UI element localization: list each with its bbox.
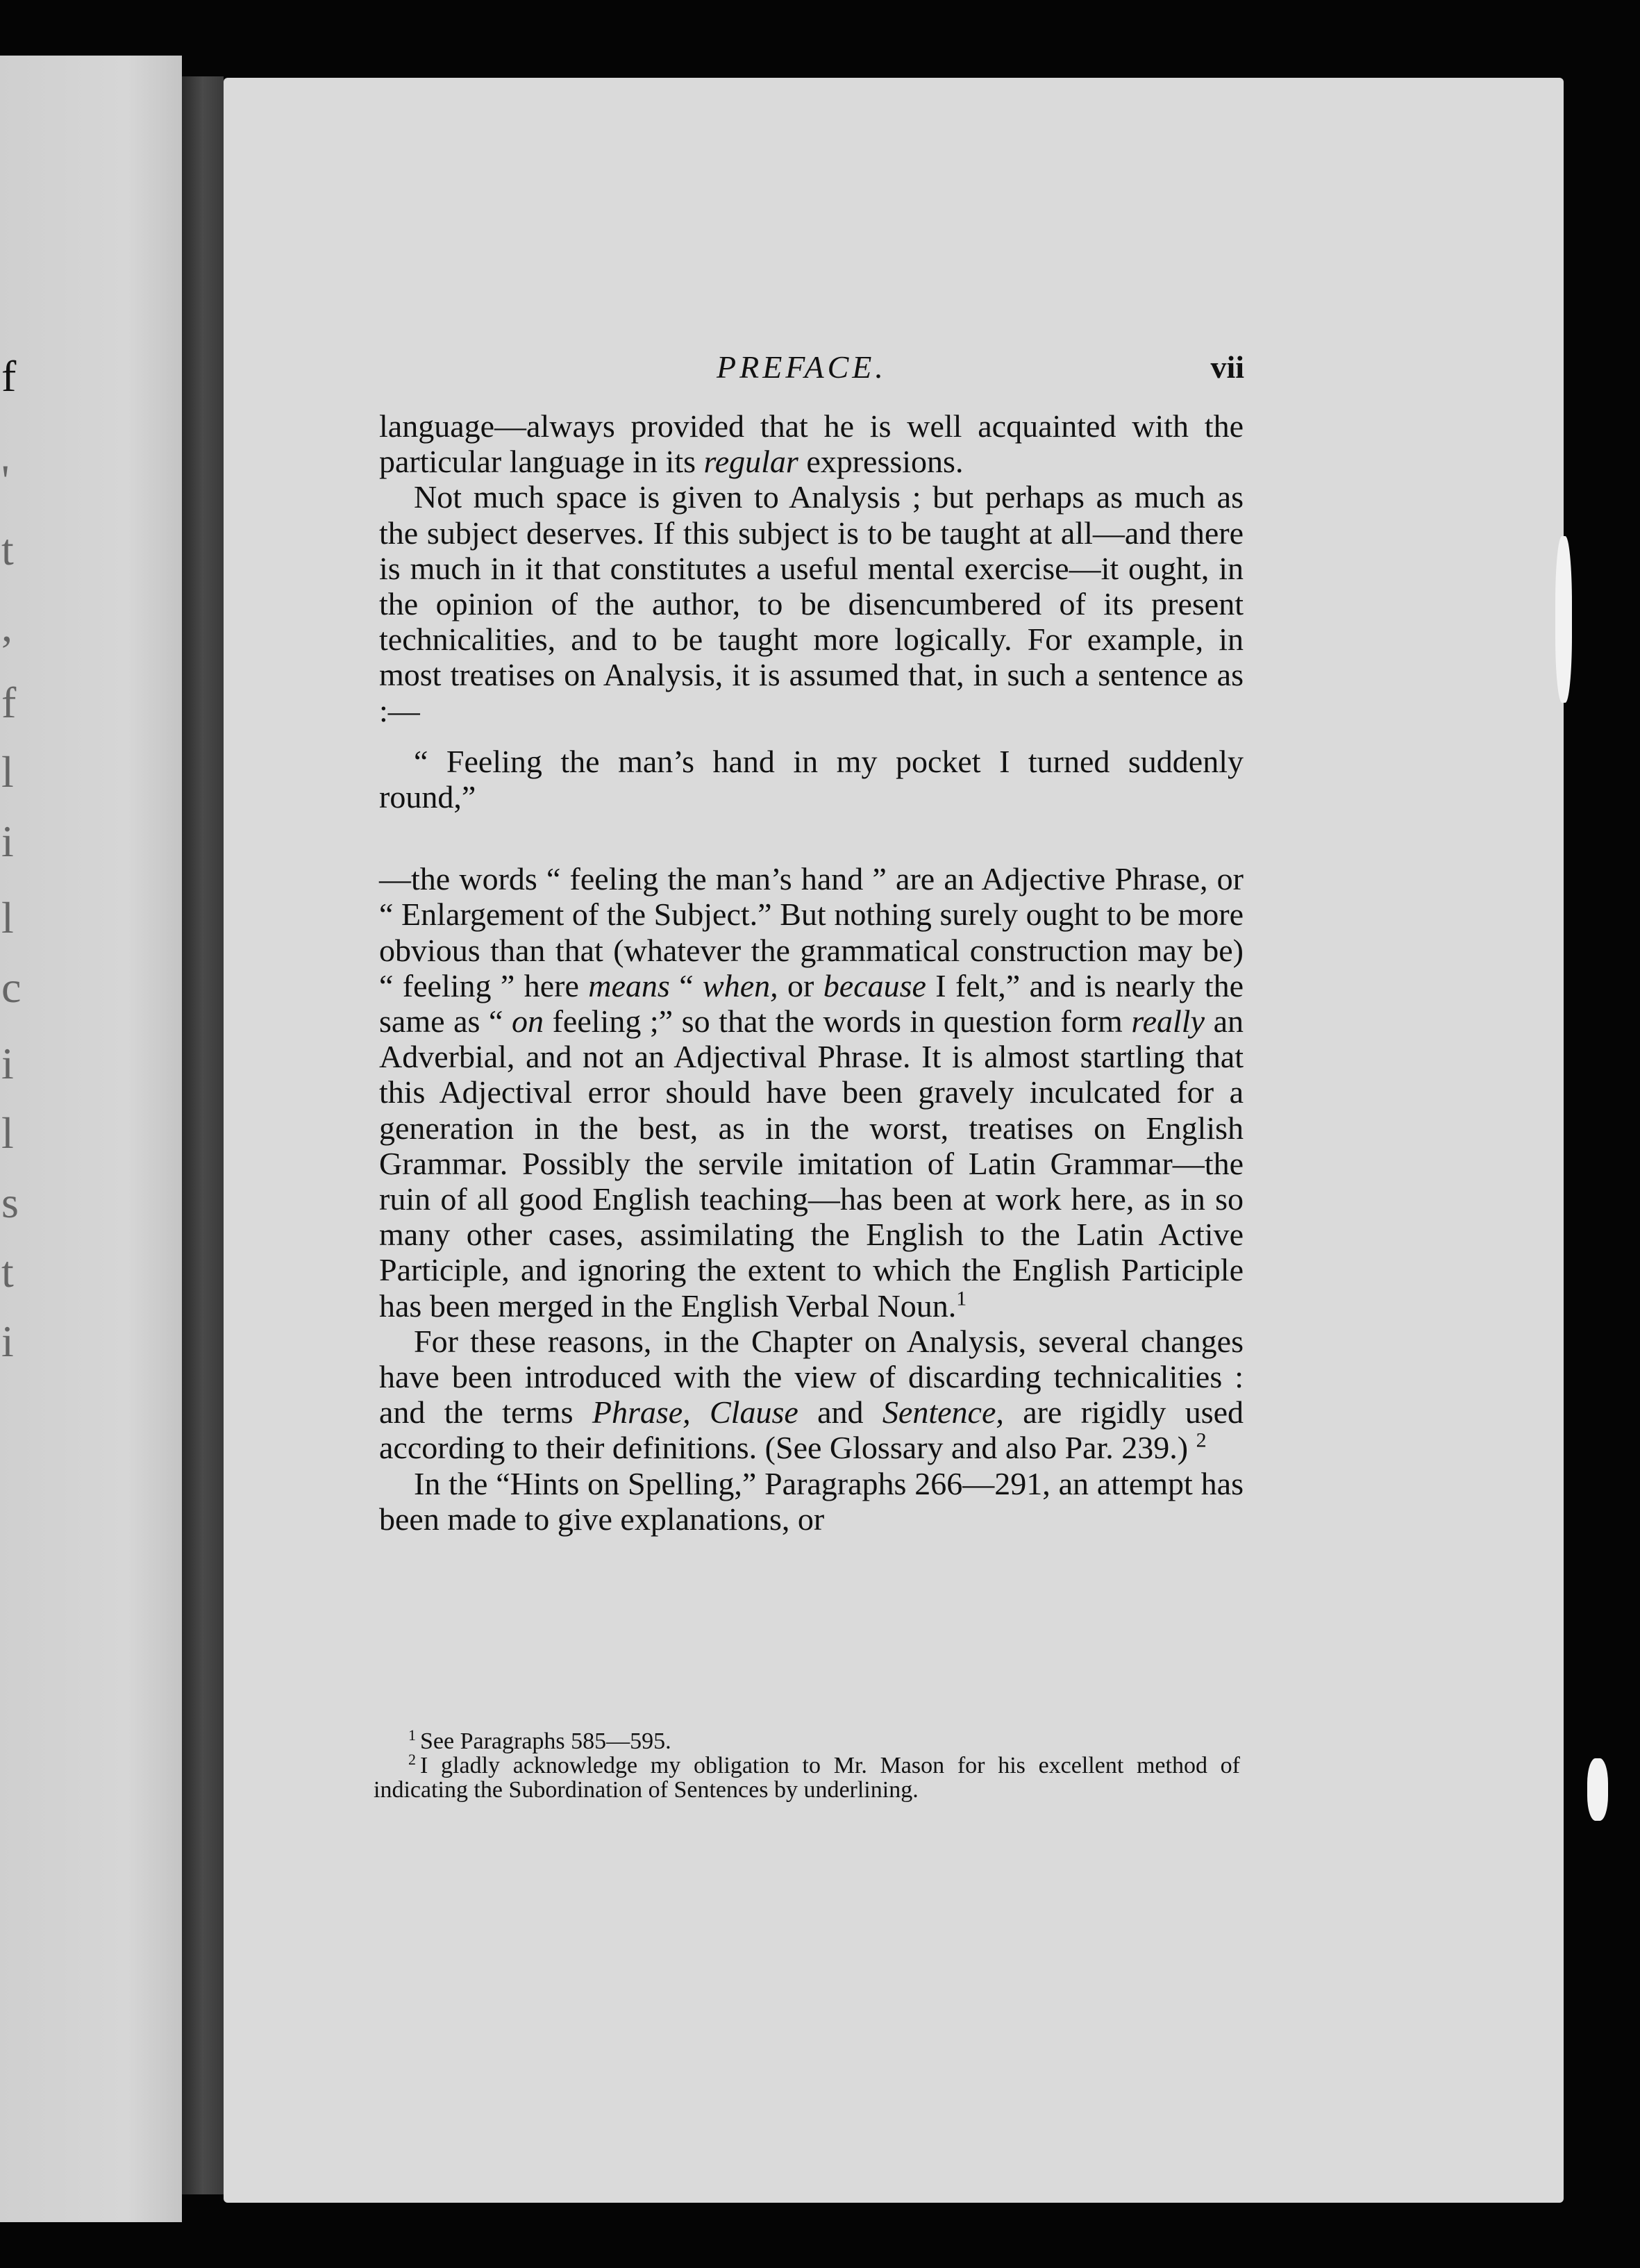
left-page-glyph: c: [1, 962, 22, 1012]
page-number: vii: [1210, 349, 1244, 385]
body-text: [379, 408, 1244, 1537]
left-page-glyph: f: [1, 678, 17, 727]
left-page-glyph: s: [1, 1178, 19, 1227]
paragraph: [379, 861, 1244, 1324]
paragraph: [379, 408, 1244, 479]
paragraph: In the “Hints on Spelling,” Paragraphs 266—291, an attempt has been made to give explanations, or: [379, 1465, 1244, 1537]
emphasis: because: [823, 967, 926, 1003]
emphasis: really: [1131, 1003, 1205, 1040]
left-page-glyph: l: [1, 747, 14, 797]
text-run: and: [798, 1394, 882, 1431]
left-page-glyph: ': [1, 456, 10, 505]
footnote-mark: 1: [408, 1726, 416, 1744]
block-quote: “ Feeling the man’s hand in my pocket I turned suddenly round,”: [379, 743, 1244, 815]
paper-blemish: [1587, 1758, 1608, 1821]
left-page-glyph: f: [1, 351, 17, 401]
text-run: an Adverbial, and not an Adjectival Phrase. It is almost startling that this Adjectival error should have been gravely inculcated for a generation in the best, as in the worst, treatises on English Grammar. Possibly the servile imitation of Latin Grammar—the ruin of all good English teaching—has been at work here, as in so many other cases, assimilating the English to the Latin Active Participle, and ignoring the extent to which the English Participle has been merged in the English Verbal Noun.: [379, 1003, 1244, 1324]
text-run: “: [669, 967, 703, 1003]
text-run: or: [778, 967, 823, 1003]
footnote: [374, 1750, 1240, 1803]
text-run: For these reasons, in the Chapter on Analysis, several changes have been introduced with the view of discarding technicalities : and the terms: [379, 1323, 1244, 1431]
left-page-glyph: l: [1, 1108, 14, 1158]
footnote-ref: 1: [956, 1287, 967, 1310]
emphasis: when,: [703, 967, 778, 1003]
left-page: [0, 56, 182, 2222]
text-run: feeling ;” so that the words in question form: [544, 1003, 1132, 1040]
text-run: language—always provided that he is well acquainted with the particular language in its: [379, 408, 1244, 480]
paragraph: [379, 1324, 1244, 1466]
left-page-glyph: t: [1, 1247, 14, 1296]
paper-blemish: [1555, 536, 1572, 703]
text-run: I felt,” and is nearly the same as “: [379, 967, 1244, 1040]
emphasis: Phrase, Clause: [592, 1394, 798, 1431]
emphasis: on: [512, 1003, 544, 1040]
emphasis: Sentence,: [882, 1394, 1004, 1431]
footnotes: [374, 1726, 1240, 1803]
left-page-glyph: t: [1, 525, 14, 574]
text-run: —the words “ feeling the man’s hand ” are an Adjective Phrase, or “ Enlargement of the Subject.” But nothing surely ought to be more obvious than that (whatever the grammatical construction may be) “ feeling ” here: [379, 861, 1244, 1003]
footnote-text: I gladly acknowledge my obligation to Mr. Mason for his excellent method of indicating the Subordination of Sentences by underlining.: [374, 1753, 1240, 1803]
footnote-mark: 2: [408, 1750, 416, 1768]
emphasis: means: [588, 967, 670, 1003]
running-header: [717, 349, 1244, 397]
left-page-glyph: i: [1, 1317, 14, 1366]
header-title: PREFACE.: [717, 349, 887, 385]
text-run: expressions.: [798, 444, 964, 480]
footnote-text: See Paragraphs 585—595.: [420, 1728, 671, 1754]
book-gutter: [182, 76, 224, 2194]
emphasis: regular: [703, 444, 798, 480]
left-page-glyph: l: [1, 893, 14, 942]
left-page-glyph: i: [1, 1039, 14, 1088]
left-page-glyph: ,: [1, 601, 12, 651]
paragraph: Not much space is given to Analysis ; but perhaps as much as the subject deserves. If this subject is to be taught at all—and there is much in it that constitutes a useful mental exercise—it ought, in the opinion of the author, to be disencumbered of its present technicalities, and to be taught more logically. For example, in most treatises on Analysis, it is assumed that, in such a sentence as :—: [379, 479, 1244, 728]
left-page-glyph: i: [1, 817, 14, 866]
footnote: [374, 1726, 1240, 1754]
text-run: are rigidly used according to their definitions. (See Glossary and also Par. 239.): [379, 1394, 1244, 1466]
footnote-ref: 2: [1196, 1429, 1207, 1453]
